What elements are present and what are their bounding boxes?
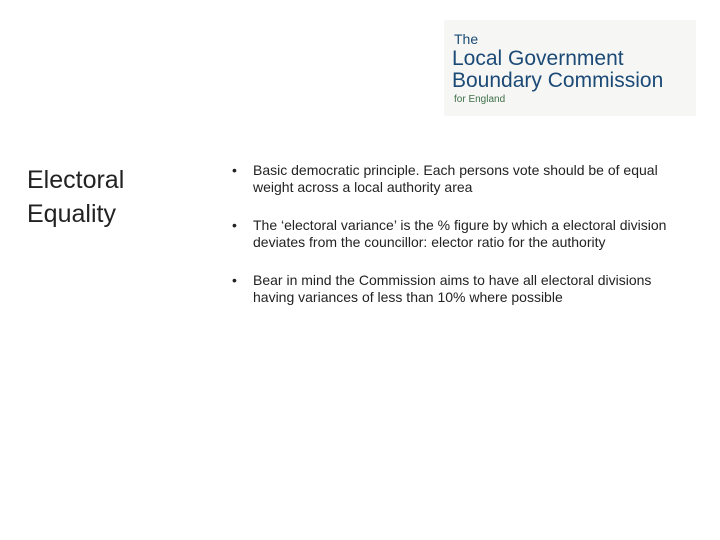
bullet-text: The ‘electoral variance’ is the % figure by which a electoral division deviates from the councillor: elector ratio for the authority: [253, 217, 667, 250]
logo-line-local-government: Local Government: [452, 47, 624, 70]
logo-for-england: for England: [454, 94, 506, 105]
bullet-list: [232, 162, 692, 326]
slide-title-line-1: Electoral: [27, 166, 125, 194]
bullet-text: Bear in mind the Commission aims to have all electoral divisions having variances of less than 10% where possible: [253, 272, 652, 305]
slide-title: [27, 163, 207, 231]
bullet-text: Basic democratic principle. Each persons vote should be of equal weight across a local authority area: [253, 162, 658, 195]
bullet-dot: •: [232, 162, 237, 178]
bullet-item: [232, 217, 692, 251]
slide-title-line-2: Equality: [27, 200, 116, 228]
bullet-item: [232, 272, 692, 306]
commission-logo: [444, 20, 696, 116]
logo-line-boundary-commission: Boundary Commission: [452, 69, 664, 92]
logo-the: The: [454, 31, 479, 47]
bullet-dot: •: [232, 217, 237, 233]
bullet-dot: •: [232, 272, 237, 288]
bullet-item: [232, 162, 692, 196]
